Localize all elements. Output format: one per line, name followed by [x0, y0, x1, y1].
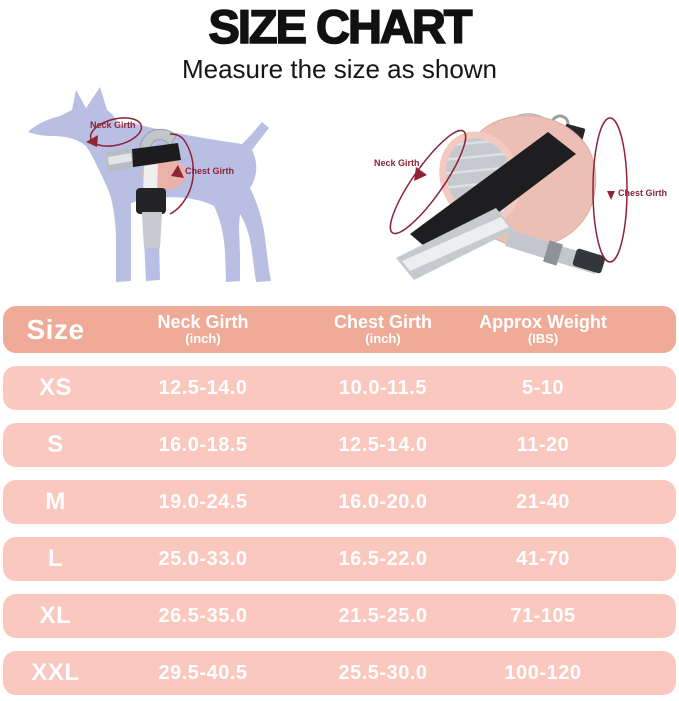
weight-value: 41-70	[516, 547, 570, 570]
size-value: M	[45, 488, 66, 515]
weight-value: 100-120	[504, 661, 582, 684]
table-header-row	[3, 306, 676, 353]
neck-value: 26.5-35.0	[158, 604, 248, 627]
table-row-m	[3, 480, 676, 524]
chest-value: 10.0-11.5	[339, 376, 427, 399]
table-row-xxl	[3, 651, 676, 695]
size-value: XXL	[31, 659, 80, 686]
chest-arrow-icon	[607, 191, 615, 200]
page-subtitle: Measure the size as shown	[181, 54, 498, 84]
header-size: Size	[26, 313, 85, 345]
header	[0, 0, 679, 84]
header-neck-girth	[108, 313, 298, 346]
size-value: S	[47, 431, 64, 458]
table-row-l	[3, 537, 676, 581]
neck-arrow-icon	[414, 167, 427, 181]
dog-measure-diagram	[20, 86, 320, 298]
header-chest-girth	[298, 313, 468, 346]
harness-measure-diagram	[350, 90, 676, 302]
table-row-xl	[3, 594, 676, 638]
header-neck-girth-label: Neck Girth	[157, 312, 249, 332]
chest-value: 16.5-22.0	[338, 547, 428, 570]
harness-hanging-strap	[142, 212, 162, 248]
size-value: XL	[39, 602, 72, 629]
size-value: XS	[38, 374, 72, 401]
harness-neck-girth-label: Neck Girth	[374, 158, 420, 168]
weight-value: 5-10	[521, 376, 565, 399]
chest-value: 25.5-30.0	[338, 661, 428, 684]
dog-illustration	[20, 86, 320, 298]
header-chest-girth-unit: (inch)	[365, 331, 401, 346]
dog-chest-girth-label: Chest Girth	[185, 166, 235, 176]
size-value: L	[47, 545, 64, 572]
weight-value: 11-20	[516, 433, 570, 456]
page-title: SIZE CHART	[208, 0, 471, 53]
neck-value: 19.0-24.5	[158, 490, 248, 513]
table-row-s	[3, 423, 676, 467]
size-table	[3, 306, 676, 695]
table-row-xs	[3, 366, 676, 410]
chest-value: 16.0-20.0	[338, 490, 428, 513]
weight-value: 21-40	[516, 490, 570, 513]
header-approx-weight-unit: (IBS)	[527, 331, 559, 346]
neck-value: 29.5-40.5	[158, 661, 248, 684]
neck-value: 25.0-33.0	[158, 547, 248, 570]
weight-value: 71-105	[510, 604, 576, 627]
chest-value: 21.5-25.0	[338, 604, 428, 627]
header-approx-weight	[468, 313, 618, 346]
chest-value: 12.5-14.0	[338, 433, 428, 456]
header-neck-girth-unit: (inch)	[185, 331, 221, 346]
harness-chest-girth-label: Chest Girth	[618, 188, 668, 198]
neck-value: 12.5-14.0	[158, 376, 248, 399]
neck-value: 16.0-18.5	[158, 433, 248, 456]
harness-girth-wrap	[136, 188, 166, 214]
dog-neck-girth-label: Neck Girth	[90, 120, 136, 130]
header-chest-girth-label: Chest Girth	[333, 312, 432, 332]
header-approx-weight-label: Approx Weight	[479, 312, 607, 332]
